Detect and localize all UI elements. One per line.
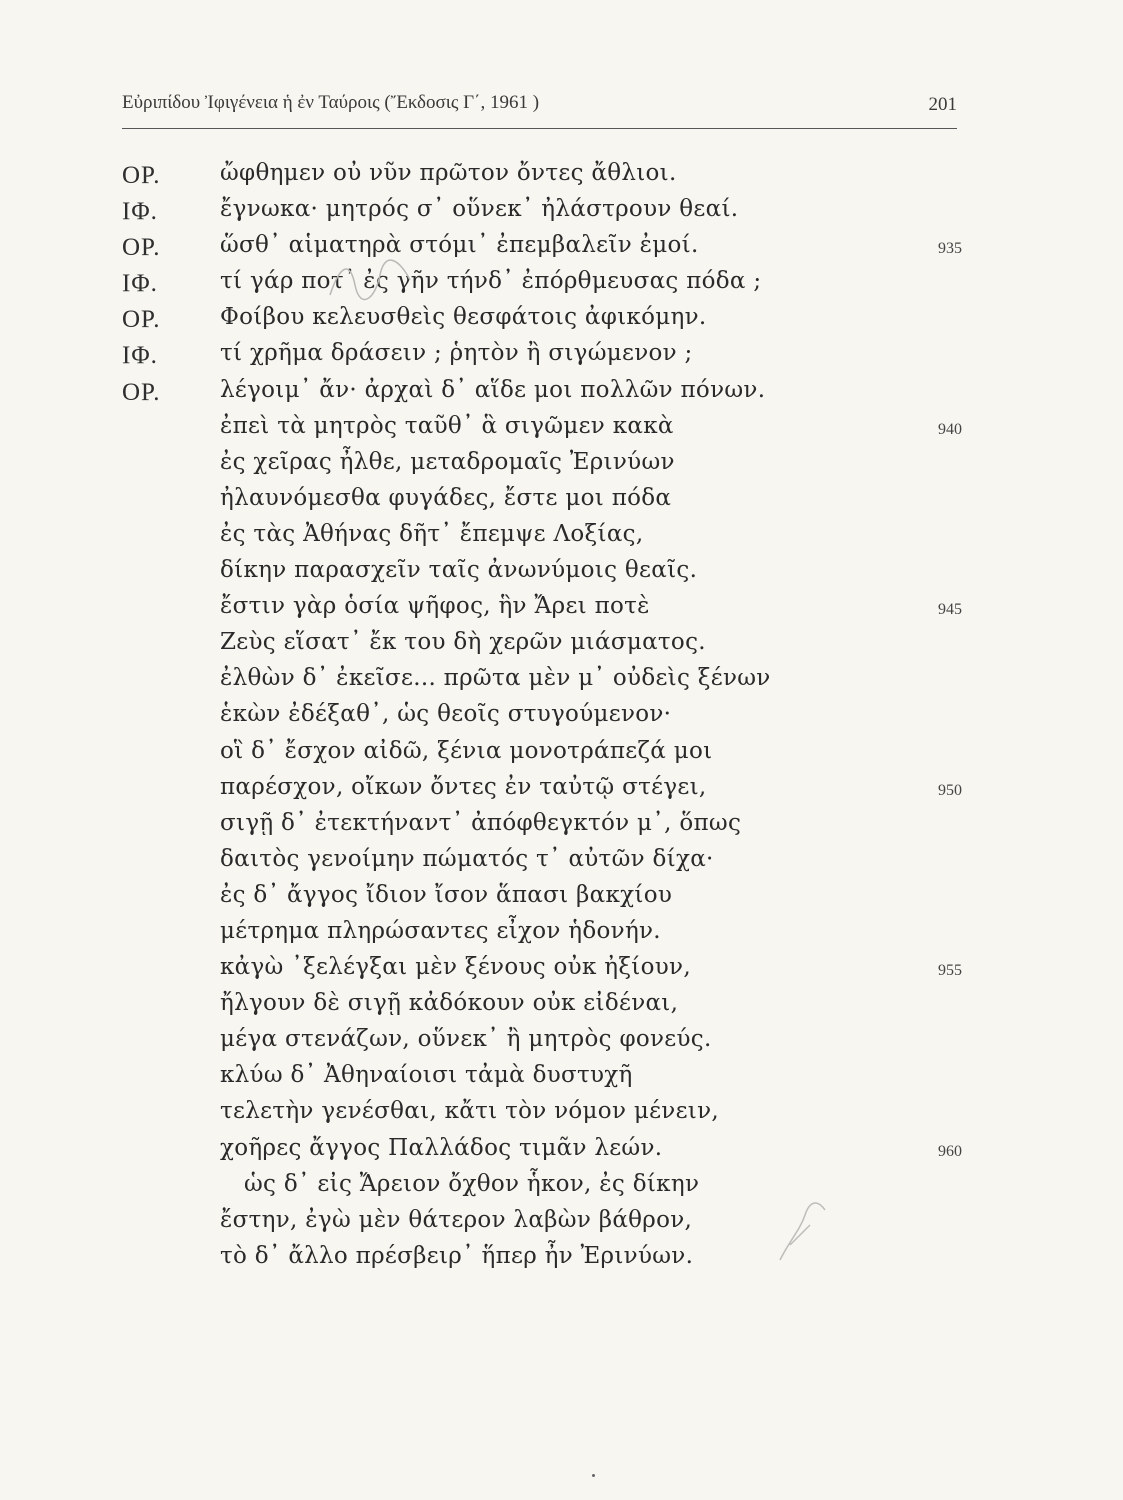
- verse-text: ἐς χεῖρας ἦλθε, μεταδρομαῖς Ἐρινύων: [220, 448, 675, 475]
- verse-text: ἔστην, ἐγὼ μὲν θάτερον λαβὼν βάθρον,: [220, 1206, 693, 1233]
- verse-text: οἳ δ᾽ ἔσχον αἰδῶ, ξένια μονοτράπεζά μοι: [220, 737, 713, 764]
- verse-line: [122, 1205, 962, 1241]
- verse-text: σιγῇ δ᾽ ἐτεκτήναντ᾽ ἀπόφθεγκτόν μ᾽, ὅπως: [220, 809, 742, 836]
- verse-line: [122, 880, 962, 916]
- verse-text: δαιτὸς γενοίμην πώματός τ᾽ αὐτῶν δίχα·: [220, 845, 714, 872]
- line-number: 955: [938, 962, 962, 980]
- verse-text: τί χρῆμα δράσειν ; ῥητὸν ἢ σιγώμενον ;: [220, 340, 693, 367]
- speaker-label: ΙΦ.: [122, 198, 158, 226]
- verse-text: ὥσθ᾽ αἱματηρὰ στόμι᾽ ἐπεμβαλεῖν ἐμοί.: [220, 232, 699, 259]
- verse-text: ἑκὼν ἐδέξαθ᾽, ὡς θεοῖς στυγούμενον·: [220, 701, 672, 728]
- verse-line: [122, 230, 962, 266]
- verse-line: [122, 447, 962, 483]
- verse-line: [122, 1133, 962, 1169]
- line-number: 960: [938, 1142, 962, 1160]
- verse-line: [122, 844, 962, 880]
- verse-line: [122, 772, 962, 808]
- speaker-label: ΟΡ.: [122, 378, 161, 406]
- verse-block: [122, 158, 962, 1277]
- verse-text: κἀγὼ ᾽ξελέγξαι μὲν ξένους οὐκ ἠξίουν,: [220, 954, 691, 981]
- verse-line: [122, 375, 962, 411]
- verse-line: [122, 555, 962, 591]
- line-number: 945: [938, 601, 962, 619]
- verse-text: ἔγνωκα· μητρός σ᾽ οὕνεκ᾽ ἠλάστρουν θεαί.: [220, 196, 739, 223]
- verse-text: ἐλθὼν δ᾽ ἐκεῖσε... πρῶτα μὲν μ᾽ οὐδεὶς ξένων: [220, 665, 771, 692]
- header-title: Εὐριπίδου Ἰφιγένεια ἡ ἐν Ταύροις (Ἔκδοσις Γ΄, 1961 ): [122, 92, 540, 113]
- verse-text: ὡς δ᾽ εἰς Ἄρειον ὄχθον ἧκον, ἐς δίκην: [244, 1170, 700, 1197]
- verse-line: [122, 266, 962, 302]
- verse-text: τελετὴν γενέσθαι, κἄτι τὸν νόμον μένειν,: [220, 1098, 720, 1125]
- verse-text: ἔστιν γὰρ ὁσία ψῆφος, ἣν Ἄρει ποτὲ: [220, 593, 650, 620]
- line-number: 935: [938, 240, 962, 258]
- verse-line: [122, 663, 962, 699]
- verse-line: [122, 988, 962, 1024]
- verse-text: ἐπεὶ τὰ μητρὸς ταῦθ᾽ ἃ σιγῶμεν κακὰ: [220, 412, 674, 439]
- verse-line: [122, 699, 962, 735]
- speaker-label: ΟΡ.: [122, 306, 161, 334]
- verse-text: ἐς δ᾽ ἄγγος ἴδιον ἴσον ἅπασι βακχίου: [220, 881, 673, 908]
- verse-text: τὸ δ᾽ ἄλλο πρέσβειρ᾽ ἥπερ ἦν Ἐρινύων.: [220, 1242, 694, 1269]
- header-rule: [122, 128, 957, 129]
- verse-text: ὤφθημεν οὐ νῦν πρῶτον ὄντες ἄθλιοι.: [220, 160, 677, 186]
- speaker-label: ΙΦ.: [122, 342, 158, 370]
- verse-text: Ζεὺς εἵσατ᾽ ἔκ του δὴ χερῶν μιάσματος.: [220, 629, 706, 656]
- verse-text: δίκην παρασχεῖν ταῖς ἀνωνύμοις θεαῖς.: [220, 557, 698, 584]
- verse-text: λέγοιμ᾽ ἄν· ἀρχαὶ δ᾽ αἵδε μοι πολλῶν πόνων.: [220, 376, 766, 403]
- verse-line: [122, 1024, 962, 1060]
- verse-text: κλύω δ᾽ Ἀθηναίοισι τἀμὰ δυστυχῆ: [220, 1062, 633, 1089]
- verse-text: χοῆρες ἄγγος Παλλάδος τιμᾶν λεών.: [220, 1134, 663, 1161]
- verse-line: [122, 1169, 962, 1205]
- verse-text: ἠλαυνόμεσθα φυγάδες, ἔστε μοι πόδα: [220, 484, 672, 511]
- verse-text: παρέσχον, οἴκων ὄντες ἐν ταὐτῷ στέγει,: [220, 773, 707, 800]
- running-header: [122, 92, 957, 122]
- line-number: 950: [938, 781, 962, 799]
- verse-text: μέγα στενάζων, οὕνεκ᾽ ἢ μητρὸς φονεύς.: [220, 1026, 712, 1053]
- verse-line: [122, 591, 962, 627]
- verse-text: τί γάρ ποτ᾽ ἐς γῆν τήνδ᾽ ἐπόρθμευσας πόδα ;: [220, 268, 762, 295]
- verse-line: [122, 952, 962, 988]
- verse-line: [122, 736, 962, 772]
- verse-line: [122, 302, 962, 338]
- verse-line: [122, 808, 962, 844]
- speaker-label: ΟΡ.: [122, 234, 161, 262]
- speaker-label: ΟΡ.: [122, 162, 161, 189]
- verse-line: [122, 627, 962, 663]
- verse-line: [122, 194, 962, 230]
- speck: [592, 1474, 595, 1477]
- verse-line: [122, 483, 962, 519]
- verse-text: ἐς τὰς Ἀθήνας δῆτ᾽ ἔπεμψε Λοξίας,: [220, 520, 644, 547]
- verse-line: [122, 916, 962, 952]
- verse-line: [122, 519, 962, 555]
- verse-line: [122, 411, 962, 447]
- verse-text: μέτρημα πληρώσαντες εἶχον ἡδονήν.: [220, 917, 661, 944]
- verse-line: [122, 338, 962, 374]
- page-number: 201: [928, 94, 957, 115]
- verse-line: [122, 1096, 962, 1132]
- verse-line: [122, 158, 962, 194]
- line-number: 940: [938, 420, 962, 438]
- verse-line: [122, 1241, 962, 1277]
- speaker-label: ΙΦ.: [122, 270, 158, 298]
- verse-line: [122, 1060, 962, 1096]
- verse-text: Φοίβου κελευσθεὶς θεσφάτοις ἀφικόμην.: [220, 304, 707, 331]
- verse-text: ἤλγουν δὲ σιγῇ κἀδόκουν οὐκ εἰδέναι,: [220, 990, 679, 1017]
